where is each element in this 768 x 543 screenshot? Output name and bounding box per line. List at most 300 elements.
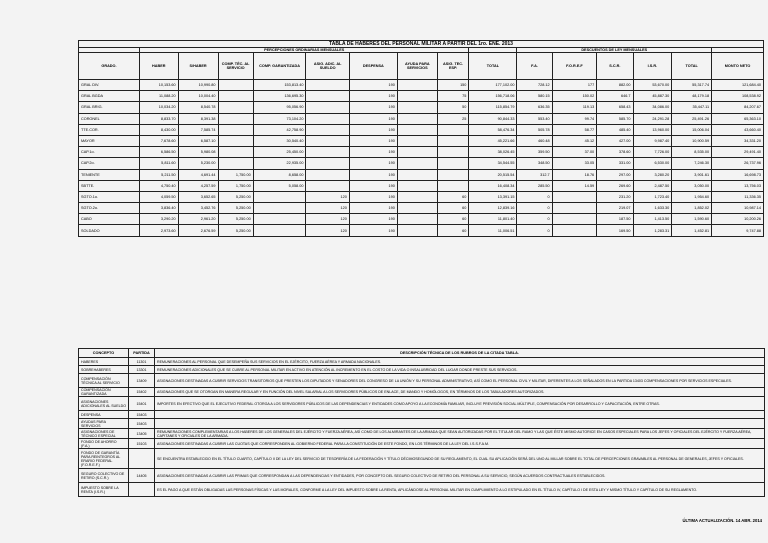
grade-cell: CAP.1o.: [79, 147, 140, 158]
value-cell: 37.00: [552, 147, 597, 158]
list-item: [79, 411, 765, 419]
concepts-header-cell: CONCEPTO: [79, 349, 129, 358]
value-cell: 5,811.60: [139, 158, 178, 169]
value-cell: 9,987.40: [633, 135, 672, 146]
value-cell: 460.48: [517, 135, 552, 146]
concept-name: IMPUESTO SOBRE LA RENTA (I.S.R.): [79, 483, 129, 497]
value-cell: 658.43: [597, 102, 633, 113]
value-cell: 7,678.60: [139, 135, 178, 146]
value-cell: 150: [437, 80, 469, 91]
value-cell: 29,491.40: [712, 147, 764, 158]
value-cell: [218, 158, 253, 169]
value-cell: 4,750.40: [139, 180, 178, 191]
value-cell: 121,684.40: [712, 80, 764, 91]
group-percepciones: PERCEPCIONES ORDINARIAS MENSUALES: [139, 48, 468, 53]
value-cell: 1,633.30: [633, 203, 672, 214]
salary-header-cell: MONTO NETO: [712, 53, 764, 80]
table-row: [79, 169, 764, 180]
concept-name: ASIGNACIONES DE TÉCNICO ESPECIAL: [79, 429, 129, 439]
value-cell: [218, 135, 253, 146]
concept-description: ASIGNACIONES DESTINADAS A CUBRIR LAS CUOTAS QUE CORRESPONDEN AL GOBIERNO FEDERAL PARA LA CONSTITUCIÓN DE ESTE FONDO, EN LOS TÉRMINOS DE LA LEY DEL I.S.S.F.A.M.: [155, 439, 765, 449]
value-cell: 3,050.00: [672, 180, 712, 191]
salary-table-header-row: [79, 53, 764, 80]
table-row: [79, 124, 764, 135]
partida-code: 15103: [129, 439, 155, 449]
value-cell: 348.50: [517, 158, 552, 169]
concepts-header-cell: DESCRIPCIÓN TÉCNICA DE LOS RUBROS DE LA CITADA TABLA.: [155, 349, 765, 358]
value-cell: [218, 113, 253, 124]
value-cell: 120: [306, 191, 349, 202]
concept-description: ASIGNACIONES DESTINADAS A CUBRIR LAS PRIMAS QUE CORRESPONDAN A LAS DEPENDENCIAS Y ENTIDADES, POR CONCEPTO DEL SEGURO COLECTIVO DE RETIRO DEL PERSONAL A SU SERVICIO, SEGÚN ACUERDOS CONTRACTUALES ESTABLECIDOS.: [155, 469, 765, 483]
concept-description: ASIGNACIONES DESTINADAS A CUBRIR SERVICIOS TRANSITORIOS QUE PRESTEN LOS DIPUTADOS Y SENADORES DEL CONGRESO DE LA UNIÓN Y SU PERSONAL ADMINISTRATIVO, ASÍ COMO EL PERSONAL CIVIL Y MILITAR, DIFERENTES A LOS SEÑALADOS EN LA PARTIDA 13403 COMPENSACIONES POR SERVICIOS ESPECIALES.: [155, 374, 765, 388]
value-cell: 190: [349, 158, 397, 169]
salary-header-cell: AYUDA PARA SERVICIOS: [397, 53, 437, 80]
value-cell: [437, 135, 469, 146]
partida-code: [129, 483, 155, 497]
concept-name: SEGURO COLECTIVO DE RETIRO (S.C.R.): [79, 469, 129, 483]
value-cell: 190: [349, 147, 397, 158]
value-cell: 190: [349, 135, 397, 146]
value-cell: 1,413.50: [633, 214, 672, 225]
value-cell: 13,960.00: [633, 124, 672, 135]
salary-header-cell: F.O.R.E.F: [552, 53, 597, 80]
value-cell: 136,695.30: [253, 91, 306, 102]
value-cell: 8,535.00: [672, 147, 712, 158]
value-cell: [397, 113, 437, 124]
value-cell: [306, 147, 349, 158]
value-cell: 505.78: [517, 124, 552, 135]
value-cell: [397, 147, 437, 158]
value-cell: 11,336.35: [712, 191, 764, 202]
list-item: [79, 374, 765, 388]
value-cell: 231.20: [597, 191, 633, 202]
value-cell: 99.74: [552, 113, 597, 124]
value-cell: 0: [517, 191, 552, 202]
list-item: [79, 366, 765, 374]
value-cell: 190: [349, 169, 397, 180]
salary-header-cell: COMP. TÉC. AL SERVICIO: [218, 53, 253, 80]
value-cell: [437, 147, 469, 158]
concepts-header-cell: PARTIDA: [129, 349, 155, 358]
list-item: [79, 388, 765, 397]
value-cell: 0: [517, 203, 552, 214]
partida-code: 15403: [129, 411, 155, 419]
value-cell: 73,104.20: [253, 113, 306, 124]
value-cell: 3,452.76: [178, 203, 218, 214]
value-cell: 95,056.90: [253, 102, 306, 113]
value-cell: [306, 158, 349, 169]
table-row: [79, 113, 764, 124]
partida-code: 13409: [129, 374, 155, 388]
list-item: [79, 429, 765, 439]
value-cell: [218, 80, 253, 91]
value-cell: 7,726.00: [633, 147, 672, 158]
value-cell: [397, 158, 437, 169]
value-cell: 2,676.59: [178, 225, 218, 236]
value-cell: 60: [437, 225, 469, 236]
value-cell: 12,839.16: [469, 203, 517, 214]
value-cell: 156,718.06: [469, 91, 517, 102]
salary-header-cell: COMP. GARANTIZADA: [253, 53, 306, 80]
table-row: [79, 135, 764, 146]
value-cell: 25,450.00: [253, 147, 306, 158]
value-cell: 18.76: [552, 169, 597, 180]
value-cell: 10,990.80: [178, 80, 218, 91]
concept-description: IMPORTES EN EFECTIVO QUE EL EJECUTIVO FEDERAL OTORGA A LOS SERVIDORES PÚBLICOS DE LAS DEPENDENCIAS Y ENTIDADES COMO APOYO A LA ECONOMÍA FAMILIAR, INCLUYE PREVISIÓN SOCIAL MÚLTIPLE, COMPENSACIÓN POR DESARROLLO Y CAPACITACIÓN, ENTRE OTRAS.: [155, 397, 765, 411]
value-cell: 2,973.60: [139, 225, 178, 236]
partida-code: 13301: [129, 366, 155, 374]
list-item: [79, 419, 765, 429]
value-cell: 150.02: [552, 91, 597, 102]
value-cell: [437, 180, 469, 191]
grade-cell: MAYOR: [79, 135, 140, 146]
value-cell: 331.00: [597, 158, 633, 169]
value-cell: 84,207.67: [712, 102, 764, 113]
concept-name: COMPENSACIÓN GARANTIZADA: [79, 388, 129, 397]
value-cell: 585.70: [597, 113, 633, 124]
value-cell: [253, 214, 306, 225]
value-cell: 1,750.00: [218, 169, 253, 180]
value-cell: [552, 225, 597, 236]
value-cell: 13,756.03: [712, 180, 764, 191]
value-cell: 190: [349, 102, 397, 113]
salary-table: [78, 40, 764, 237]
value-cell: [397, 124, 437, 135]
value-cell: 1,954.60: [672, 191, 712, 202]
value-cell: [306, 102, 349, 113]
value-cell: 53,670.00: [633, 80, 672, 91]
value-cell: 177,102.00: [469, 80, 517, 91]
salary-header-cell: HABER: [139, 53, 178, 80]
grade-cell: CORONEL: [79, 113, 140, 124]
value-cell: 190: [349, 191, 397, 202]
value-cell: 3,652.65: [178, 191, 218, 202]
value-cell: 10,987.14: [712, 203, 764, 214]
value-cell: 7,585.74: [178, 124, 218, 135]
value-cell: 4,059.50: [139, 191, 178, 202]
concept-description: SE ENCUENTRA ESTABLECIDO EN EL TÍTULO CUARTO, CAPÍTULO II DE LA LEY DEL SERVICIO DE TESORERÍA DE LA FEDERACIÓN Y TÍTULO DÉCIMOSEGUNDO DE SU REGLAMENTO, EL CUAL SU APLICACIÓN SERÁ DEL UNO AL MILLAR SOBRE EL TOTAL DE PERCEPCIONES GRAVABLES AL PERSONAL DE GENERALES, JEFES Y OFICIALES.: [155, 449, 765, 469]
value-cell: 3,901.61: [672, 169, 712, 180]
value-cell: 6,586.50: [139, 147, 178, 158]
value-cell: [552, 214, 597, 225]
value-cell: 359.50: [517, 147, 552, 158]
concept-description: [155, 419, 765, 429]
value-cell: 5,250.00: [218, 203, 253, 214]
value-cell: [253, 225, 306, 236]
value-cell: 48,179.18: [672, 91, 712, 102]
grade-cell: SOLDADO: [79, 225, 140, 236]
value-cell: 34,331.20: [712, 135, 764, 146]
partida-code: 14405: [129, 469, 155, 483]
value-cell: [437, 169, 469, 180]
grade-cell: SGTO.1o.: [79, 191, 140, 202]
list-item: [79, 439, 765, 449]
value-cell: [552, 203, 597, 214]
partida-code: 15403: [129, 419, 155, 429]
value-cell: 45,887.30: [633, 91, 672, 102]
value-cell: 553.40: [517, 113, 552, 124]
value-cell: 728.12: [517, 80, 552, 91]
table-row: [79, 180, 764, 191]
list-item: [79, 358, 765, 366]
value-cell: 115,854.79: [469, 102, 517, 113]
value-cell: 24,291.28: [633, 113, 672, 124]
value-cell: 43,660.40: [712, 124, 764, 135]
value-cell: 34,086.00: [633, 102, 672, 113]
value-cell: 0: [517, 225, 552, 236]
value-cell: 16,408.34: [469, 180, 517, 191]
value-cell: 190: [349, 203, 397, 214]
group-descuentos: DESCUENTOS DE LEY MENSUALES: [517, 48, 712, 53]
last-update-note: ÚLTIMA ACTUALIZACIÓN. 14 ABR. 2014: [682, 518, 762, 523]
salary-header-cell: DESPENSA: [349, 53, 397, 80]
value-cell: 1,852.02: [672, 203, 712, 214]
value-cell: 1,590.60: [672, 214, 712, 225]
value-cell: 485.40: [597, 124, 633, 135]
value-cell: 8,658.00: [253, 169, 306, 180]
grade-cell: GRAL BGDA: [79, 91, 140, 102]
value-cell: 2,961.20: [178, 214, 218, 225]
value-cell: [397, 80, 437, 91]
table-row: [79, 214, 764, 225]
value-cell: 190: [349, 180, 397, 191]
value-cell: 169.50: [597, 225, 633, 236]
value-cell: [397, 91, 437, 102]
value-cell: 10,004.40: [178, 91, 218, 102]
concept-description: REMUNERACIONES ADICIONALES QUE SE CUBRE AL PERSONAL MILITAR EN ACTIVO EN ATENCIÓN AL INCREMENTO EN EL COSTO DE LA VIDA O INSALUBRIDAD DEL LUGAR DONDE PRESTE SUS SERVICIOS.: [155, 366, 765, 374]
value-cell: [397, 135, 437, 146]
value-cell: [306, 135, 349, 146]
salary-header-cell: S.C.R.: [597, 53, 633, 80]
table-row: [79, 191, 764, 202]
value-cell: 190: [349, 225, 397, 236]
value-cell: 90,844.33: [469, 113, 517, 124]
partida-code: [129, 449, 155, 469]
value-cell: 4,257.59: [178, 180, 218, 191]
value-cell: 26,737.96: [712, 158, 764, 169]
grade-cell: TTE.COR.: [79, 124, 140, 135]
value-cell: 427.00: [597, 135, 633, 146]
concept-description: REMUNERACIONES COMPLEMENTARIAS A LOS HABERES DE LOS GENERALES DEL EJÉRCITO Y FUERZA AÉREA, ASÍ COMO DE LOS ALMIRANTES DE LA ARMADA QUE SEAN AUTORIZADAS POR EL TITULAR DEL RAMO Y LAS QUE ÉSTE MISMO AUTORICE EN CASOS ESPECIALES PARA LOS JEFES Y OFICIALES DEL EJÉRCITO Y FUERZA AÉREA, CAPITANES Y OFICIALES DE LA ARMADA.: [155, 429, 765, 439]
value-cell: 8,391.38: [178, 113, 218, 124]
value-cell: [437, 158, 469, 169]
value-cell: [218, 147, 253, 158]
grade-cell: SBTTE.: [79, 180, 140, 191]
value-cell: 10,200.26: [712, 214, 764, 225]
value-cell: 5,250.00: [218, 214, 253, 225]
value-cell: 3,290.20: [139, 214, 178, 225]
value-cell: 25: [437, 113, 469, 124]
value-cell: 190: [349, 113, 397, 124]
value-cell: 3,280.20: [633, 169, 672, 180]
value-cell: [306, 169, 349, 180]
concept-description: REMUNERACIONES AL PERSONAL QUE DESEMPEÑA SUS SERVICIOS EN EL EJÉRCITO, FUERZA AÉREA Y ARMADA NACIONALES.: [155, 358, 765, 366]
value-cell: 14.59: [552, 180, 597, 191]
partida-code: 11301: [129, 358, 155, 366]
value-cell: 5,250.00: [218, 191, 253, 202]
value-cell: 190: [349, 214, 397, 225]
value-cell: 60: [437, 203, 469, 214]
value-cell: 120: [306, 203, 349, 214]
partida-code: 15402: [129, 388, 155, 397]
concept-name: FONDO DE AHORRO (F.A.): [79, 439, 129, 449]
value-cell: 8,540.78: [178, 102, 218, 113]
value-cell: [397, 102, 437, 113]
value-cell: 5,980.08: [178, 147, 218, 158]
value-cell: 108,538.92: [712, 91, 764, 102]
list-item: [79, 397, 765, 411]
value-cell: 5,058.00: [253, 180, 306, 191]
value-cell: 5,250.00: [218, 225, 253, 236]
value-cell: [306, 80, 349, 91]
value-cell: 0: [517, 214, 552, 225]
value-cell: 58.77: [552, 124, 597, 135]
value-cell: 285.50: [517, 180, 552, 191]
value-cell: 882.00: [597, 80, 633, 91]
table-row: [79, 80, 764, 91]
value-cell: 580.15: [517, 91, 552, 102]
value-cell: 10,900.59: [672, 135, 712, 146]
concept-description: [155, 411, 765, 419]
value-cell: 1,452.81: [672, 225, 712, 236]
value-cell: 2,487.50: [633, 180, 672, 191]
concept-name: SOBREHABERES: [79, 366, 129, 374]
value-cell: 50: [437, 102, 469, 113]
salary-header-cell: I.S.R.: [633, 53, 672, 80]
value-cell: 10,034.20: [139, 102, 178, 113]
value-cell: 11,088.20: [139, 91, 178, 102]
table-row: [79, 147, 764, 158]
table-row: [79, 102, 764, 113]
concept-name: FONDO DE GARANTÍA PARA REINTEGROS AL ERARIO FEDERAL (F.O.R.E.F.): [79, 449, 129, 469]
value-cell: [397, 169, 437, 180]
value-cell: 378.60: [597, 147, 633, 158]
value-cell: 11,801.40: [469, 214, 517, 225]
value-cell: [397, 191, 437, 202]
salary-header-cell: S/HABER: [178, 53, 218, 80]
value-cell: 38,026.45: [469, 147, 517, 158]
list-item: [79, 449, 765, 469]
value-cell: 11,006.51: [469, 225, 517, 236]
value-cell: 20,515.54: [469, 169, 517, 180]
value-cell: 120: [306, 214, 349, 225]
value-cell: [397, 203, 437, 214]
table-row: [79, 203, 764, 214]
concept-description: ASIGNACIONES QUE SE OTORGAN EN MANERA REGULAR Y EN FUNCIÓN DEL NIVEL SALARIAL A LOS SERVIDORES PÚBLICOS DE ENLACE, DE MANDO Y HOMÓLOGOS, EN TÉRMINOS DE LOS TABULADORES AUTORIZADOS.: [155, 388, 765, 397]
value-cell: 5,211.50: [139, 169, 178, 180]
grade-cell: GRAL BRIG.: [79, 102, 140, 113]
value-cell: 177: [552, 80, 597, 91]
value-cell: 7,246.30: [672, 158, 712, 169]
value-cell: 646.7: [597, 91, 633, 102]
list-item: [79, 469, 765, 483]
value-cell: [306, 124, 349, 135]
value-cell: 10,153.60: [139, 80, 178, 91]
value-cell: 8,430.00: [139, 124, 178, 135]
value-cell: 190: [349, 80, 397, 91]
concept-name: DESPENSA: [79, 411, 129, 419]
table-row: [79, 225, 764, 236]
value-cell: 34,544.55: [469, 158, 517, 169]
value-cell: 4,691.44: [178, 169, 218, 180]
partida-code: 15401: [129, 397, 155, 411]
value-cell: 187.50: [597, 214, 633, 225]
concept-name: COMPENSACIÓN TÉCNICA AL SERVICIO: [79, 374, 129, 388]
value-cell: 1,283.31: [633, 225, 672, 236]
table-row: [79, 91, 764, 102]
value-cell: 153,813.40: [253, 80, 306, 91]
value-cell: 219.07: [597, 203, 633, 214]
table-row: [79, 158, 764, 169]
value-cell: 297.00: [597, 169, 633, 180]
grade-cell: TENIENTE: [79, 169, 140, 180]
concepts-table-header-row: [79, 349, 765, 358]
concept-name: ASIGNACIONES ADICIONALES AL SUELDO: [79, 397, 129, 411]
value-cell: 60: [437, 214, 469, 225]
concept-name: AYUDAS PARA SERVICIOS: [79, 419, 129, 429]
value-cell: [397, 180, 437, 191]
grade-cell: CAP.2o.: [79, 158, 140, 169]
grade-cell: CABO: [79, 214, 140, 225]
value-cell: 1,750.00: [218, 180, 253, 191]
value-cell: 190: [349, 124, 397, 135]
salary-header-cell: ASIG. ADIC. AL SUELDO: [306, 53, 349, 80]
value-cell: 9,747.88: [712, 225, 764, 236]
value-cell: 3,836.40: [139, 203, 178, 214]
value-cell: 45,221.66: [469, 135, 517, 146]
grade-cell: GRAL DIV.: [79, 80, 140, 91]
salary-header-cell: TOTAL: [469, 53, 517, 80]
value-cell: 6,530.00: [633, 158, 672, 169]
value-cell: 33.05: [552, 158, 597, 169]
value-cell: 636.35: [517, 102, 552, 113]
salary-header-cell: F.A.: [517, 53, 552, 80]
value-cell: 119.13: [552, 102, 597, 113]
value-cell: 269.60: [597, 180, 633, 191]
value-cell: 60: [437, 191, 469, 202]
concepts-table: [78, 348, 765, 497]
value-cell: 58,476.34: [469, 124, 517, 135]
value-cell: 42,758.90: [253, 124, 306, 135]
value-cell: 5,230.00: [178, 158, 218, 169]
salary-header-cell: ASIG. TEC. ESP.: [437, 53, 469, 80]
value-cell: 45.12: [552, 135, 597, 146]
value-cell: [306, 113, 349, 124]
concept-name: HABERES: [79, 358, 129, 366]
value-cell: 8,833.70: [139, 113, 178, 124]
value-cell: 30,540.40: [253, 135, 306, 146]
value-cell: 6,587.10: [178, 135, 218, 146]
value-cell: [437, 124, 469, 135]
value-cell: 75: [437, 91, 469, 102]
value-cell: [253, 191, 306, 202]
list-item: [79, 483, 765, 497]
value-cell: 190: [349, 91, 397, 102]
partida-code: 13405: [129, 429, 155, 439]
value-cell: 35,447.11: [672, 102, 712, 113]
concept-description: ES EL PAGO A QUE ESTÁN OBLIGADAS LAS PERSONAS FÍSICAS Y LAS MORALES, CONFORME A LA LEY DEL IMPUESTO SOBRE LA RENTA, APLICÁNDOSE AL PERSONAL MILITAR EN CUMPLIMIENTO A LO ESTIPULADO EN EL TÍTULO IV, CAPÍTULO I DE ESTA LEY Y MISMO TÍTULO Y CAPÍTULO DE SU REGLAMENTO.: [155, 483, 765, 497]
value-cell: 15,006.04: [672, 124, 712, 135]
value-cell: 120: [306, 225, 349, 236]
value-cell: [306, 180, 349, 191]
value-cell: [306, 91, 349, 102]
grade-cell: SGTO.2o.: [79, 203, 140, 214]
value-cell: 55,317.74: [672, 80, 712, 91]
salary-header-cell: TOTAL: [672, 53, 712, 80]
value-cell: [218, 91, 253, 102]
salary-header-cell: GRADO.: [79, 53, 140, 80]
value-cell: 16,698.73: [712, 169, 764, 180]
